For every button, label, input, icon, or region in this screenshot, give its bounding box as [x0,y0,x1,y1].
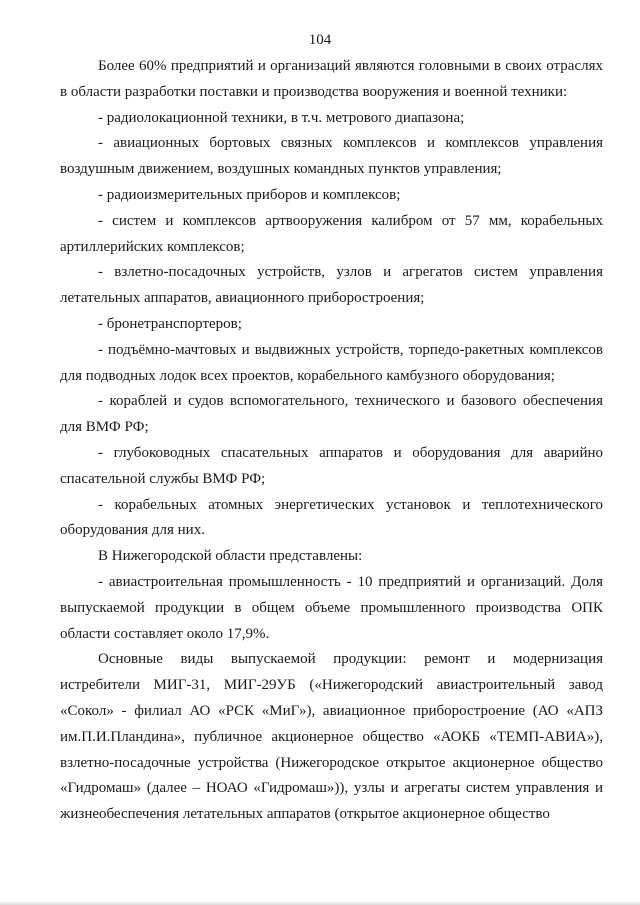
list-item-radar: - радиолокационной техники, в т.ч. метрового диапазона; [98,109,465,126]
document-body [60,54,603,828]
list-item-aircraft-industry: - авиастроительная промышленность - 10 предприятий и организаций. Доля выпускаемой продукции в общем объеме промышленного производства ОПК области составляет около 17,9%. [60,573,603,642]
paragraph-intro: Более 60% предприятий и организаций являются головными в своих отраслях в области разработки поставки и производства вооружения и военной техники: [60,58,603,100]
list-item-nuclear-power: - корабельных атомных энергетических установок и теплотехнического оборудования для них. [60,496,603,539]
list-item-apc: - бронетранспортеров; [98,315,242,332]
list-item-rescue-vehicles: - глубоководных спасательных аппаратов и оборудования для аварийно спасательной службы ВМФ РФ; [60,444,603,487]
list-item-avionics: - авиационных бортовых связных комплексов и комплексов управления воздушным движением, воздушных командных пунктов управления; [60,135,603,178]
page-number: 104 [308,32,332,48]
list-item-measuring-devices: - радиоизмерительных приборов и комплексов; [98,186,401,203]
paragraph-main-products: Основные виды выпускаемой продукции: ремонт и модернизация истребители МИГ-31, МИГ-29УБ («Нижегородский авиастроительный завод «Сокол» - филиал АО «РСК «МиГ»), авиационное приборостроение (АО «АПЗ им.П.И.Пландина», публичное акционерное общество «АОКБ «ТЕМП-АВИА»), взлетно-посадочные устройства (Нижегородское открытое акционерное общество «Гидромаш» (далее – НОАО «Гидромаш»)), узлы и агрегаты систем управления и жизнеобеспечения летательных аппаратов (открытое акционерное общество [60,651,603,823]
paragraph-nizhny-region: В Нижегородской области представлены: [98,548,363,565]
list-item-artillery: - систем и комплексов артвооружения калибром от 57 мм, корабельных артиллерийских комплексов; [60,212,603,255]
list-item-landing-gear: - взлетно-посадочных устройств, узлов и агрегатов систем управления летательных аппаратов, авиационного приборостроения; [60,264,603,307]
page-bottom-edge [0,901,640,905]
list-item-masts-torpedo: - подъёмно-мачтовых и выдвижных устройств, торпедо-ракетных комплексов для подводных лодок всех проектов, корабельного камбузного оборудования; [60,341,603,384]
list-item-ships: - кораблей и судов вспомогательного, технического и базового обеспечения для ВМФ РФ; [60,393,603,436]
